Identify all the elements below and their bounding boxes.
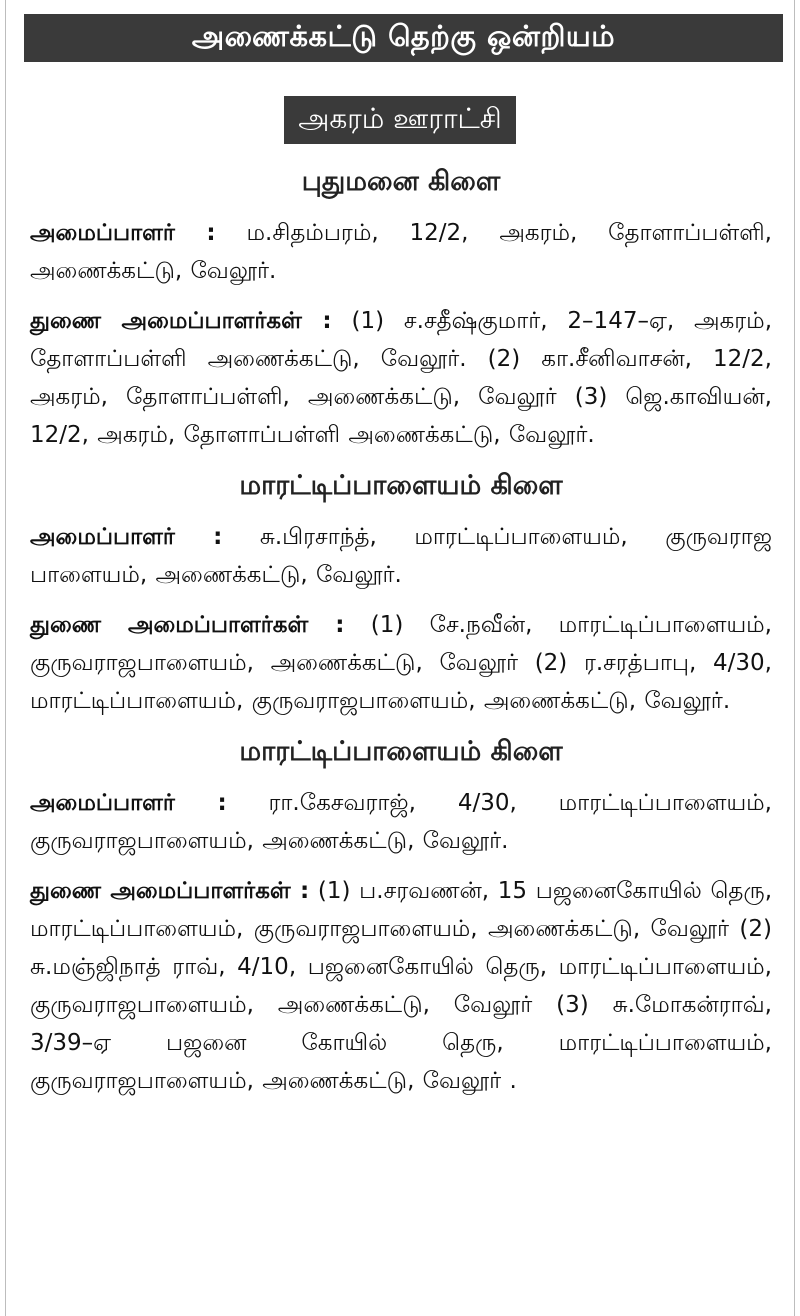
deputy-label: துணை அமைப்பாளர்கள் :	[30, 878, 310, 904]
organizer-text: ம.சிதம்பரம், 12/2, அகரம், தோளாப்பள்ளி, அணைக்கட்டு, வேலூர்.	[30, 220, 772, 284]
branch-heading: மாரட்டிப்பாளையம் கிளை	[239, 470, 563, 501]
deputy-paragraph	[30, 606, 772, 720]
organizer-text: ரா.கேசவராஜ், 4/30, மாரட்டிப்பாளையம், குருவராஜபாளையம், அணைக்கட்டு, வேலூர்.	[30, 790, 772, 854]
panchayat-title: அகரம் ஊராட்சி	[284, 96, 515, 144]
deputy-paragraph	[30, 872, 772, 1100]
union-title-banner	[24, 14, 783, 62]
right-border	[794, 0, 795, 1316]
organizer-label: அமைப்பாளர் :	[30, 220, 216, 246]
deputy-text: (1) சே.நவீன், மாரட்டிப்பாளையம், குருவராஜபாளையம், அணைக்கட்டு, வேலூர் (2) ர.சரத்பாபு, 4/30, மாரட்டிப்பாளையம், குருவராஜபாளையம், அணைக்கட்டு, வேலூர்.	[30, 612, 772, 714]
deputy-label: துணை அமைப்பாளர்கள் :	[30, 612, 345, 638]
deputy-text: (1) ச.சதீஷ்குமார், 2–147–ஏ, அகரம், தோளாப்பள்ளி அணைக்கட்டு, வேலூர். (2) கா.சீனிவாசன், 12/2, அகரம், தோளாப்பள்ளி, அணைக்கட்டு, வேலூர் (3) ஜெ.காவியன், 12/2, அகரம், தோளாப்பள்ளி அணைக்கட்டு, வேலூர்.	[30, 308, 772, 448]
organizer-label: அமைப்பாளர் :	[30, 524, 223, 550]
branch-section	[30, 162, 772, 454]
organizer-paragraph	[30, 214, 772, 290]
branch-list	[30, 162, 772, 1112]
deputy-paragraph	[30, 302, 772, 454]
organizer-text: சு.பிரசாந்த், மாரட்டிப்பாளையம், குருவராஜ பாளையம், அணைக்கட்டு, வேலூர்.	[30, 524, 772, 588]
branch-section	[30, 466, 772, 720]
branch-heading: மாரட்டிப்பாளையம் கிளை	[239, 736, 563, 767]
organizer-label: அமைப்பாளர் :	[30, 790, 227, 816]
union-title: அணைக்கட்டு தெற்கு ஒன்றியம்	[191, 19, 616, 53]
left-border	[5, 0, 6, 1316]
organizer-paragraph	[30, 784, 772, 860]
panchayat-title-wrap	[0, 96, 800, 144]
branch-heading: புதுமனை கிளை	[301, 166, 501, 197]
branch-section	[30, 732, 772, 1100]
organizer-paragraph	[30, 518, 772, 594]
deputy-label: துணை அமைப்பாளர்கள் :	[30, 308, 332, 334]
deputy-text: (1) ப.சரவணன், 15 பஜனைகோயில் தெரு, மாரட்டிப்பாளையம், குருவராஜபாளையம், அணைக்கட்டு, வேலூர் (2) சு.மஞ்ஜிநாத் ராவ், 4/10, பஜனைகோயில் தெரு, மாரட்டிப்பாளையம், குருவராஜபாளையம், அணைக்கட்டு, வேலூர் (3) சு.மோகன்ராவ், 3/39–ஏ பஜனை கோயில் தெரு, மாரட்டிப்பாளையம், குருவராஜபாளையம், அணைக்கட்டு, வேலூர் .	[30, 878, 772, 1094]
